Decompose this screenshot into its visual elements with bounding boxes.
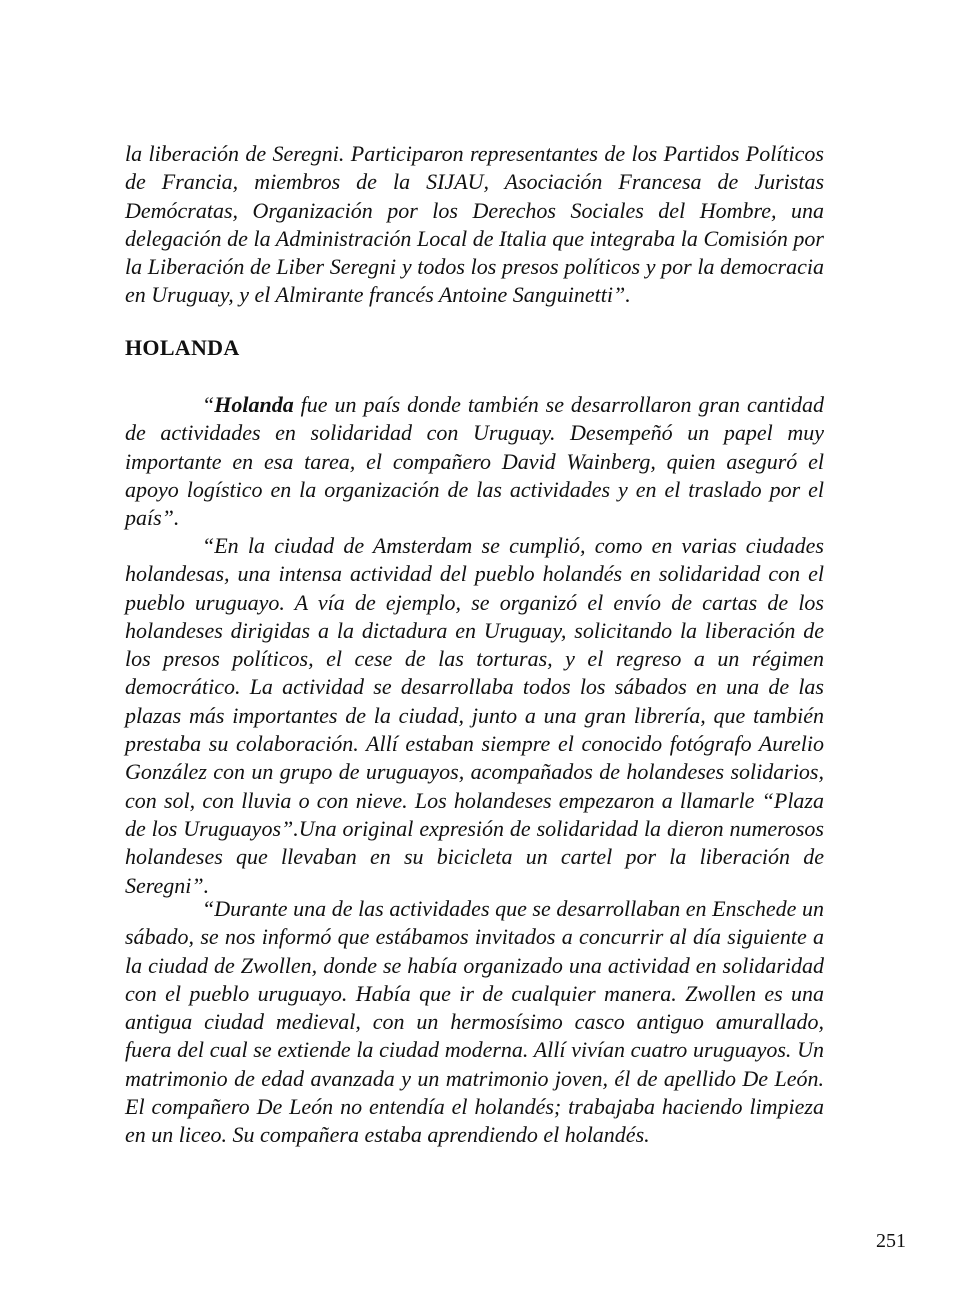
paragraph-holanda-intro-text: fue un país donde también se desarrollaron gran cantidad de actividades en solidaridad con Uruguay. Desempeñó un papel muy importante en esa tarea, el compañero David Wainberg, quien aseguró el apoyo logístico en la organización de las actividades y en el traslado por el país”. bbox=[125, 392, 824, 531]
section-heading-holanda: HOLANDA bbox=[125, 335, 240, 360]
paragraph-amsterdam: “En la ciudad de Amsterdam se cumplió, como en varias ciudades holandesas, una intensa actividad del pueblo holandés en solidaridad con el pueblo uruguayo. A vía de ejemplo, se organizó el envío de cartas de los holandeses dirigidas a la dictadura en Uruguay, solicitando la liberación de los presos políticos, el cese de las torturas, y el regreso a un régimen democrático. La actividad se desarrollaba todos los sábados en una de las plazas más importantes de la ciudad, junto a una gran librería, que también prestaba su colaboración. Allí estaban siempre el conocido fotógrafo Aurelio González con un grupo de uruguayos, acompañados de holandeses solidarios, con sol, con lluvia o con nieve. Los holandeses empezaron a llamarle “Plaza de los Uruguayos”.Una original expresión de solidaridad la dieron numerosos holandeses que llevaban en su bicicleta un cartel por la liberación de Seregni”. bbox=[125, 533, 824, 898]
paragraph-france-continuation: la liberación de Seregni. Participaron representantes de los Partidos Políticos de Francia, miembros de la SIJAU, Asociación Francesa de Juristas Demócratas, Organización por los Derechos Sociales del Hombre, una delegación de la Administración Local de Italia que integraba la Comisión por la Liberación de Liber Seregni y todos los presos políticos y por la democracia en Uruguay, y el Almirante francés Antoine Sanguinetti”. bbox=[125, 141, 824, 308]
page-number: 251 bbox=[876, 1230, 906, 1252]
bold-country-name: Holanda bbox=[214, 392, 294, 417]
paragraph-holanda-intro bbox=[125, 391, 824, 532]
paragraph-zwollen: “Durante una de las actividades que se desarrollaban en Enschede un sábado, se nos informó que estábamos invitados a concurrir al día siguiente a la ciudad de Zwollen, donde se había organizado una actividad en solidaridad con el pueblo uruguayo. Había que ir de cualquier manera. Zwollen es una antigua ciudad medieval, con un hermosísimo casco antiguo amurallado, fuera del cual se extiende la ciudad moderna. Allí vivían cuatro uruguayos. Un matrimonio de edad avanzada y un matrimonio joven, él de apellido De León. El compañero De León no entendía el holandés; trabajaba haciendo limpieza en un liceo. Su compañera estaba aprendiendo el holandés. bbox=[125, 896, 824, 1148]
open-quote: “ bbox=[202, 392, 215, 417]
